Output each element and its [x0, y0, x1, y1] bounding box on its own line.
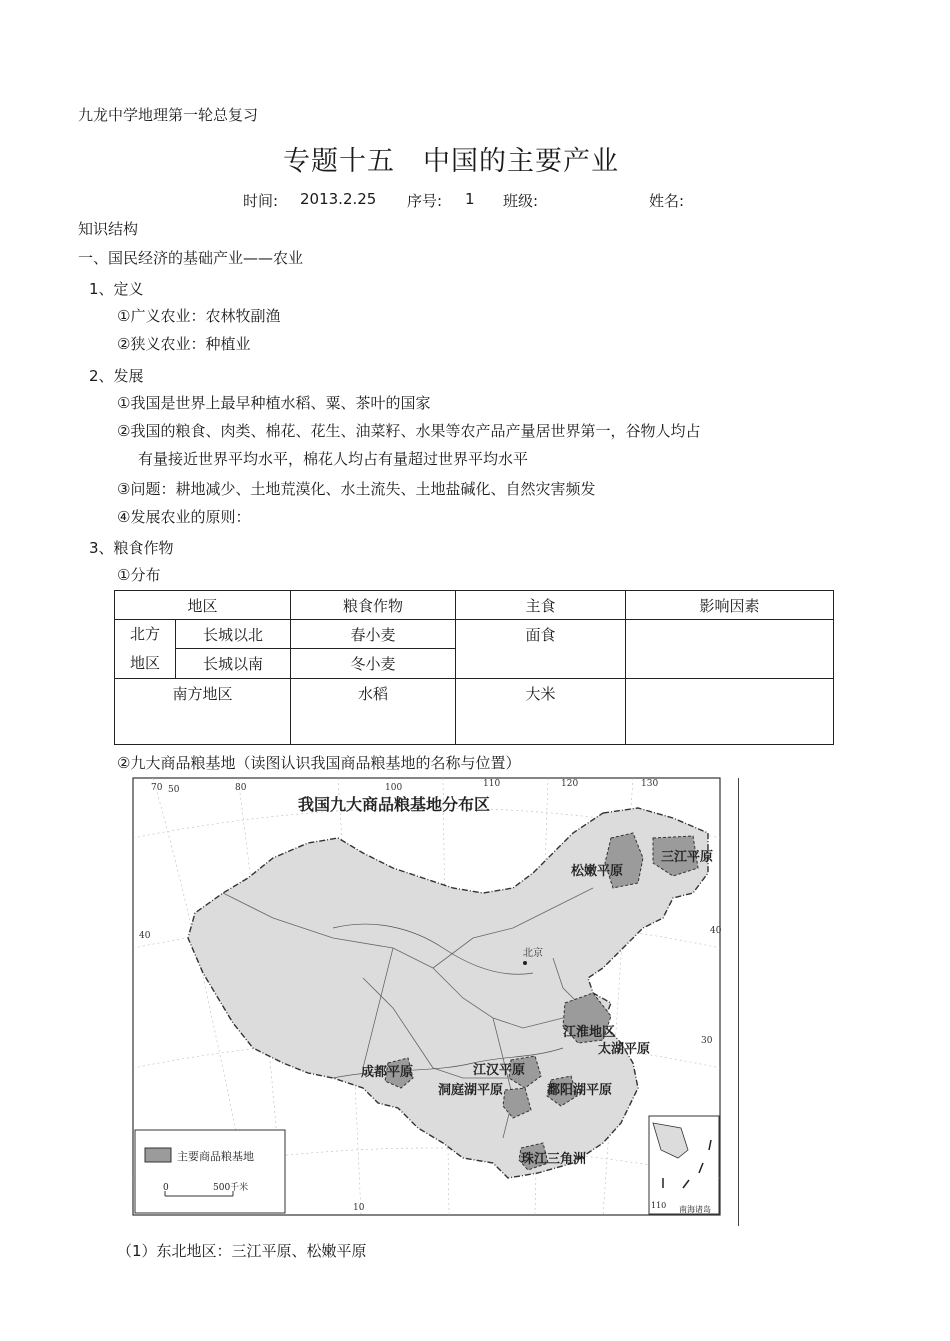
- development-item-continued: 有量接近世界平均水平，棉花人均占有量超过世界平均水平: [138, 450, 529, 468]
- table-header-cell: 地区: [115, 591, 291, 620]
- svg-text:50: 50: [168, 785, 180, 795]
- svg-text:100: 100: [385, 783, 403, 793]
- table-row: [115, 679, 834, 745]
- north-label: 北方: [129, 625, 160, 643]
- page-title: 专题十五 中国的主要产业: [283, 146, 619, 177]
- table-cell: 长城以南: [176, 649, 291, 679]
- south-sea-label: 南海诸岛: [679, 1205, 711, 1214]
- beijing-marker: [523, 961, 527, 965]
- table-cell: 大米: [456, 679, 626, 745]
- table-cell: 水稻: [291, 679, 456, 745]
- seq-label: 序号:: [407, 192, 443, 210]
- seq-value: 1: [465, 190, 475, 208]
- beijing-label: 北京: [523, 948, 543, 959]
- knowledge-structure-heading: 知识结构: [78, 220, 139, 238]
- commodity-grain-bases-label: ②九大商品粮基地（读图认识我国商品粮基地的名称与位置）: [117, 754, 521, 772]
- base-label-poyang: 鄱阳湖平原: [547, 1083, 613, 1098]
- svg-text:120: 120: [561, 779, 579, 789]
- map-title: 我国九大商品粮基地分布区: [298, 795, 491, 814]
- definition-item: ②狭义农业：种植业: [117, 335, 251, 353]
- distribution-label: ①分布: [117, 566, 161, 584]
- svg-text:40: 40: [139, 931, 151, 941]
- region-label: 地区: [129, 654, 160, 672]
- table-cell: 冬小麦: [291, 649, 456, 679]
- base-label-sanjiang: 三江平原: [661, 850, 714, 865]
- inset-lon-tick: 110: [651, 1201, 667, 1210]
- development-item: ④发展农业的原则：: [117, 508, 251, 526]
- table-cell: 长城以北: [176, 620, 291, 649]
- base-label-taihu: 太湖平原: [598, 1042, 651, 1057]
- svg-text:30: 30: [701, 1036, 713, 1046]
- definition-heading: 1、定义: [89, 280, 144, 298]
- base-label-jianghuai: 江淮地区: [563, 1025, 616, 1040]
- grain-base-map: [133, 778, 720, 1215]
- table-header-row: [115, 591, 834, 620]
- scale-label: 500千米: [213, 1183, 249, 1193]
- map-side-rule: [738, 778, 739, 1226]
- base-label-jianghan: 江汉平原: [473, 1063, 526, 1078]
- base-label-dongting: 洞庭湖平原: [438, 1083, 504, 1098]
- svg-text:70: 70: [151, 783, 163, 793]
- grain-crops-heading: 3、粮食作物: [89, 539, 174, 557]
- influence-factor-cell: [626, 679, 834, 745]
- northeast-region-line: （1）东北地区：三江平原、松嫩平原: [117, 1242, 367, 1260]
- scale-zero: 0: [163, 1183, 169, 1193]
- base-label-zhujiang: 珠江三角洲: [521, 1152, 587, 1167]
- svg-text:40: 40: [710, 926, 722, 936]
- class-label: 班级:: [503, 192, 539, 210]
- development-heading: 2、发展: [89, 367, 144, 385]
- base-label-songnen: 松嫩平原: [571, 864, 624, 879]
- north-region-cell: [115, 620, 176, 679]
- table-cell: 面食: [456, 620, 626, 679]
- development-item: ①我国是世界上最早种植水稻、粟、茶叶的国家: [117, 394, 431, 412]
- name-label: 姓名:: [649, 192, 685, 210]
- svg-text:110: 110: [483, 779, 501, 789]
- legend-swatch: [145, 1148, 171, 1162]
- time-value: 2013.2.25: [300, 190, 377, 208]
- table-header-cell: 主食: [456, 591, 626, 620]
- svg-text:80: 80: [235, 783, 247, 793]
- legend-label: 主要商品粮基地: [177, 1150, 254, 1163]
- table-cell: 南方地区: [115, 679, 291, 745]
- school-header: 九龙中学地理第一轮总复习: [78, 106, 259, 124]
- table-header-cell: 影响因素: [626, 591, 834, 620]
- time-label: 时间:: [243, 192, 279, 210]
- base-label-chengdu: 成都平原: [361, 1065, 414, 1080]
- table-row: [115, 620, 834, 649]
- south-sea-inset: [649, 1116, 719, 1214]
- influence-factor-cell: [626, 620, 834, 679]
- definition-item: ①广义农业：农林牧副渔: [117, 307, 281, 325]
- development-item: ②我国的粮食、肉类、棉花、花生、油菜籽、水果等农产品产量居世界第一，谷物人均占: [117, 422, 701, 440]
- table-header-cell: 粮食作物: [291, 591, 456, 620]
- svg-text:130: 130: [641, 779, 659, 789]
- part1-heading: 一、国民经济的基础产业——农业: [78, 249, 304, 267]
- table-cell: 春小麦: [291, 620, 456, 649]
- grain-distribution-table: [114, 590, 834, 745]
- svg-text:10: 10: [353, 1203, 365, 1213]
- development-item: ③问题：耕地减少、土地荒漠化、水土流失、土地盐碱化、自然灾害频发: [117, 480, 596, 498]
- legend-box: [135, 1130, 285, 1213]
